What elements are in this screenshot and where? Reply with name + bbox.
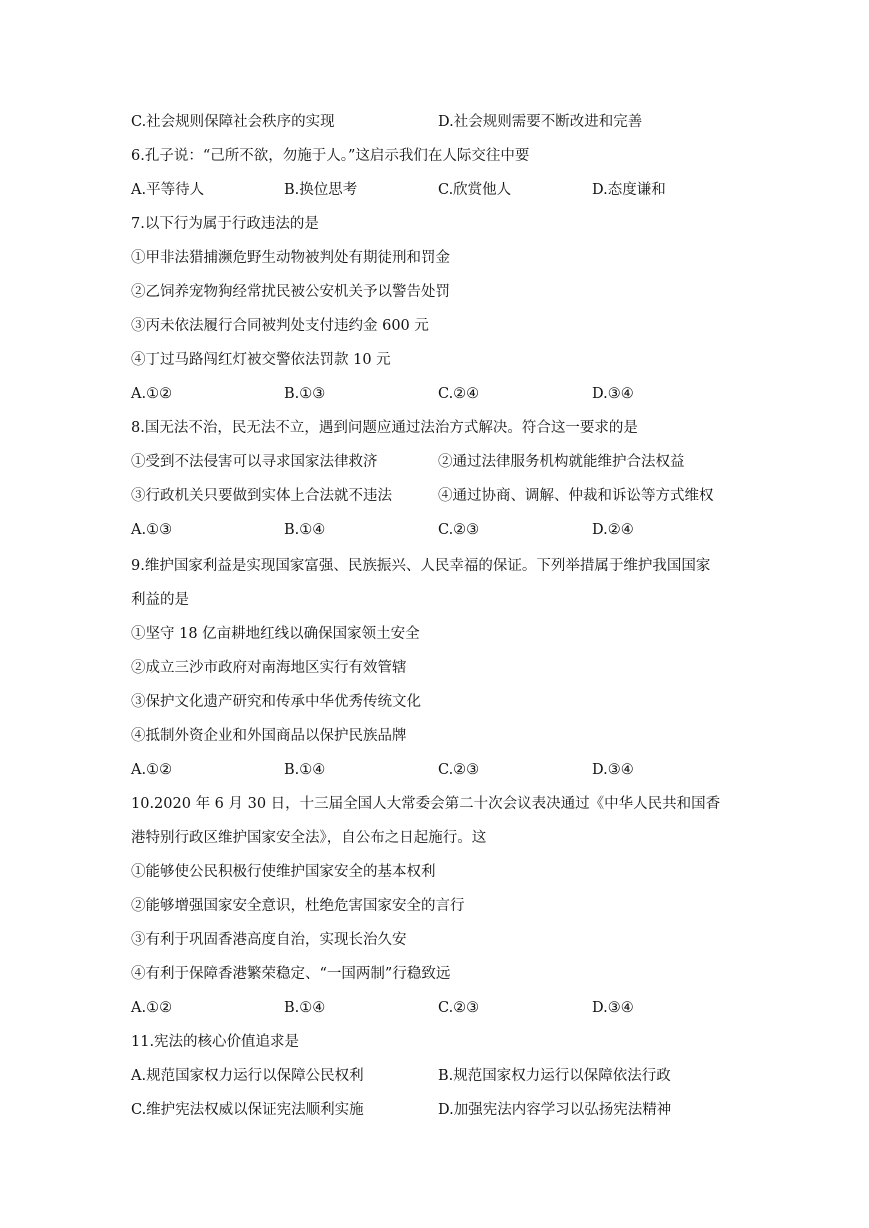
q8-statement-4: ④通过协商、调解、仲裁和诉讼等方式维权 bbox=[438, 488, 714, 504]
q10-option-a: A.①② bbox=[131, 1000, 173, 1016]
q7-option-b: B.①③ bbox=[284, 386, 326, 402]
q8-statement-1: ①受到不法侵害可以寻求国家法律救济 bbox=[131, 454, 378, 470]
q7-statement-1: ①甲非法猎捕濒危野生动物被判处有期徒刑和罚金 bbox=[131, 250, 450, 266]
q6-option-a: A.平等待人 bbox=[131, 182, 205, 198]
q5-option-d: D.社会规则需要不断改进和完善 bbox=[438, 114, 643, 130]
q11-option-a: A.规范国家权力运行以保障公民权利 bbox=[131, 1068, 364, 1084]
q11-option-c: C.维护宪法权威以保证宪法顺利实施 bbox=[131, 1102, 364, 1118]
q6-option-b: B.换位思考 bbox=[284, 182, 358, 198]
q9-statement-2: ②成立三沙市政府对南海地区实行有效管辖 bbox=[131, 660, 407, 676]
q7-stem: 7.以下行为属于行政违法的是 bbox=[131, 216, 319, 232]
q8-statement-3: ③行政机关只要做到实体上合法就不违法 bbox=[131, 488, 392, 504]
q10-stem-line1: 10.2020 年 6 月 30 日，十三届全国人大常委会第二十次会议表决通过《中华人民共和国香 bbox=[131, 796, 721, 812]
q8-option-b: B.①④ bbox=[284, 522, 326, 538]
q8-option-d: D.②④ bbox=[592, 522, 634, 538]
q8-stem: 8.国无法不治，民无法不立，遇到问题应通过法治方式解决。符合这一要求的是 bbox=[131, 420, 638, 436]
q9-option-b: B.①④ bbox=[284, 762, 326, 778]
q7-option-d: D.③④ bbox=[592, 386, 634, 402]
q9-statement-3: ③保护文化遗产研究和传承中华优秀传统文化 bbox=[131, 694, 421, 710]
q10-option-c: C.②③ bbox=[438, 1000, 480, 1016]
q11-stem: 11.宪法的核心价值追求是 bbox=[131, 1034, 300, 1050]
q6-option-d: D.态度谦和 bbox=[592, 182, 666, 198]
q9-option-d: D.③④ bbox=[592, 762, 634, 778]
q9-option-c: C.②③ bbox=[438, 762, 480, 778]
q10-stem-line2: 港特别行政区维护国家安全法》，自公布之日起施行。这 bbox=[131, 830, 487, 846]
q9-statement-1: ①坚守 18 亿亩耕地红线以确保国家领土安全 bbox=[131, 626, 420, 642]
q11-option-b: B.规范国家权力运行以保障依法行政 bbox=[438, 1068, 671, 1084]
q9-stem-line1: 9.维护国家利益是实现国家富强、民族振兴、人民幸福的保证。下列举措属于维护我国国家 bbox=[131, 558, 711, 574]
q5-option-c: C.社会规则保障社会秩序的实现 bbox=[131, 114, 335, 130]
q11-option-d: D.加强宪法内容学习以弘扬宪法精神 bbox=[438, 1102, 672, 1118]
q10-option-b: B.①④ bbox=[284, 1000, 326, 1016]
q10-statement-3: ③有利于巩固香港高度自治，实现长治久安 bbox=[131, 932, 407, 948]
q9-stem-line2: 利益的是 bbox=[131, 592, 189, 608]
q9-option-a: A.①② bbox=[131, 762, 173, 778]
q7-option-c: C.②④ bbox=[438, 386, 480, 402]
q7-statement-3: ③丙未依法履行合同被判处支付违约金 600 元 bbox=[131, 318, 429, 334]
q6-option-c: C.欣赏他人 bbox=[438, 182, 512, 198]
q8-option-a: A.①③ bbox=[131, 522, 173, 538]
q10-option-d: D.③④ bbox=[592, 1000, 634, 1016]
q10-statement-2: ②能够增强国家安全意识，杜绝危害国家安全的言行 bbox=[131, 898, 465, 914]
q7-option-a: A.①② bbox=[131, 386, 173, 402]
q10-statement-1: ①能够使公民积极行使维护国家安全的基本权利 bbox=[131, 864, 436, 880]
q8-option-c: C.②③ bbox=[438, 522, 480, 538]
q7-statement-4: ④丁过马路闯红灯被交警依法罚款 10 元 bbox=[131, 352, 391, 368]
q6-stem: 6.孔子说：“己所不欲，勿施于人。”这启示我们在人际交往中要 bbox=[131, 148, 530, 164]
q10-statement-4: ④有利于保障香港繁荣稳定、“一国两制”行稳致远 bbox=[131, 966, 451, 982]
q7-statement-2: ②乙饲养宠物狗经常扰民被公安机关予以警告处罚 bbox=[131, 284, 450, 300]
q9-statement-4: ④抵制外资企业和外国商品以保护民族品牌 bbox=[131, 728, 407, 744]
q8-statement-2: ②通过法律服务机构就能维护合法权益 bbox=[438, 454, 685, 470]
